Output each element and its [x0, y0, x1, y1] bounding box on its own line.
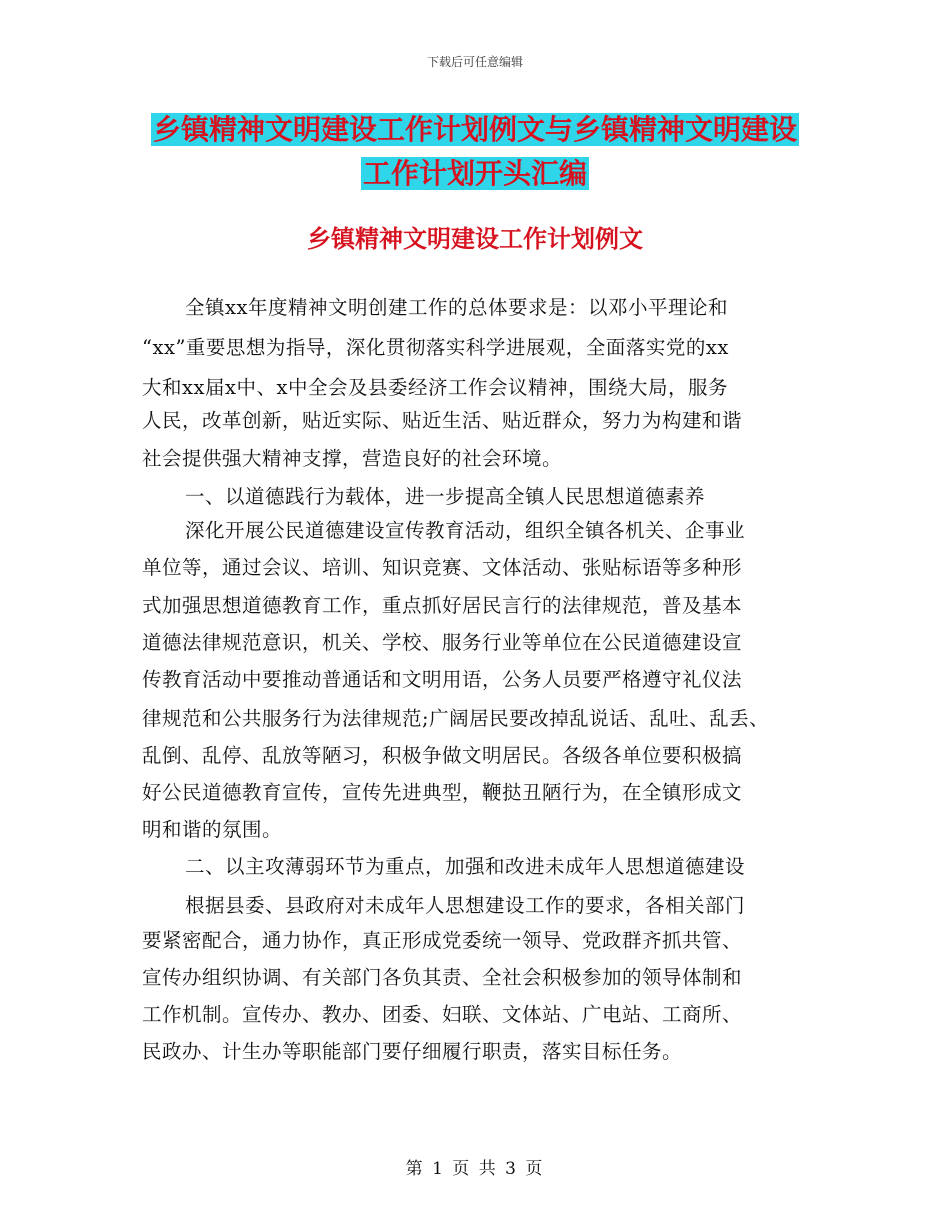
paragraph-line: 道德法律规范意识，机关、学校、服务行业等单位在公民道德建设宣 — [142, 631, 743, 654]
paragraph-line: 单位等，通过会议、培训、知识竞赛、文体活动、张贴标语等多种形 — [142, 556, 743, 579]
paragraph-line: 全镇xx年度精神文明创建工作的总体要求是：以邓小平理论和 — [185, 296, 728, 319]
document-title-line-1: 乡镇精神文明建设工作计划例文与乡镇精神文明建设 — [152, 113, 797, 146]
paragraph-line: 民政办、计生办等职能部门要仔细履行职责，落实目标任务。 — [142, 1040, 683, 1063]
paragraph-line: 人民，改革创新，贴近实际、贴近生活、贴近群众，努力为构建和谐 — [142, 409, 743, 432]
paragraph-line: 好公民道德教育宣传，宣传先进典型，鞭挞丑陋行为，在全镇形成文 — [142, 781, 743, 804]
section-heading-2: 二、以主攻薄弱环节为重点，加强和改进未成年人思想道德建设 — [185, 855, 746, 878]
paragraph-line: 宣传办组织协调、有关部门各负其责、全社会积极参加的领导体制和 — [142, 966, 743, 989]
header-note: 下载后可任意编辑 — [426, 55, 523, 69]
section-heading-1: 一、以道德践行为载体，进一步提高全镇人民思想道德素养 — [185, 485, 706, 508]
paragraph-line: 深化开展公民道德建设宣传教育活动，组织全镇各机关、企事业 — [185, 519, 746, 542]
paragraph-line: 要紧密配合，通力协作，真正形成党委统一领导、党政群齐抓共管、 — [142, 929, 743, 952]
paragraph-line: 大和xx届x中、x中全会及县委经济工作会议精神，围绕大局，服务 — [142, 376, 728, 399]
paragraph-line: “xx”重要思想为指导，深化贯彻落实科学进展观，全面落实党的xx — [142, 336, 729, 359]
paragraph-line: 社会提供强大精神支撑，营造良好的社会环境。 — [142, 447, 563, 470]
paragraph-line: 根据县委、县政府对未成年人思想建设工作的要求，各相关部门 — [185, 894, 746, 917]
page-number: 第 1 页 共 3 页 — [405, 1159, 545, 1179]
paragraph-line: 乱倒、乱停、乱放等陋习，积极争做文明居民。各级各单位要积极搞 — [142, 744, 743, 767]
paragraph-line: 传教育活动中要推动普通话和文明用语，公务人员要严格遵守礼仪法 — [142, 668, 743, 691]
paragraph-line: 式加强思想道德教育工作，重点抓好居民言行的法律规范，普及基本 — [142, 594, 743, 617]
paragraph-line: 明和谐的氛围。 — [142, 818, 283, 841]
section-title: 乡镇精神文明建设工作计划例文 — [307, 225, 643, 253]
document-title-line-2: 工作计划开头汇编 — [362, 157, 587, 190]
paragraph-line: 律规范和公共服务行为法律规范;广阔居民要改掉乱说话、乱吐、乱丢、 — [142, 707, 770, 730]
paragraph-line: 工作机制。宣传办、教办、团委、妇联、文体站、广电站、工商所、 — [142, 1003, 743, 1026]
